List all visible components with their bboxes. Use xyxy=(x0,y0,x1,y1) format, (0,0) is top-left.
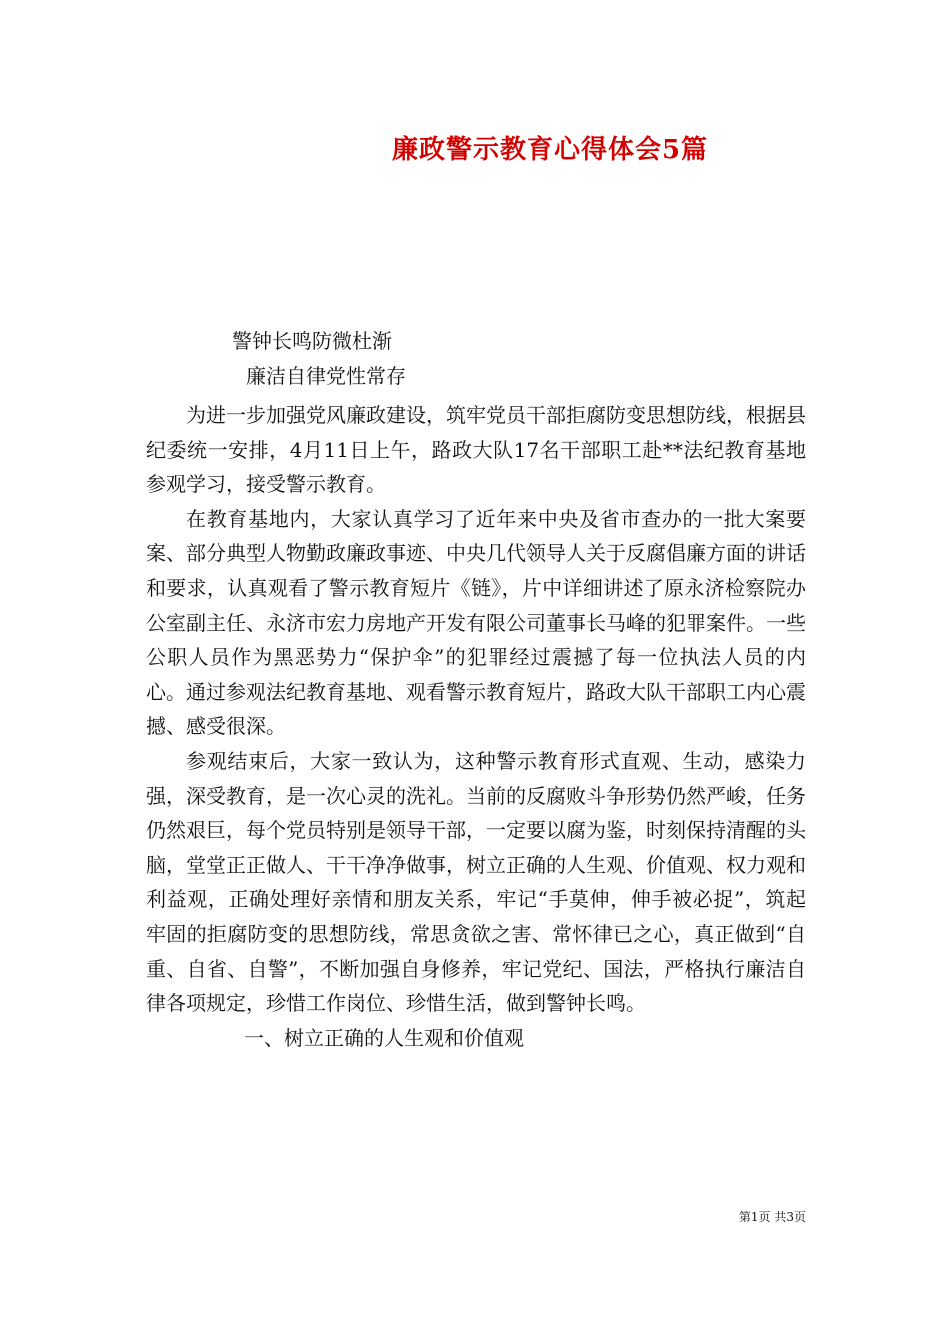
page-number: 第1页 共3页 xyxy=(738,1210,806,1224)
document-body xyxy=(146,398,806,1055)
subheading-1: 警钟长鸣防微杜渐 xyxy=(232,329,392,353)
paragraph-1: 为进一步加强党风廉政建设，筑牢党员干部拒腐防变思想防线，根据县纪委统一安排，4月11日上午，路政大队17名干部职工赴**法纪教育基地参观学习，接受警示教育。 xyxy=(146,403,806,497)
document-title: 廉政警示教育心得体会5篇 xyxy=(391,135,709,165)
subheading-2: 廉洁自律党性常存 xyxy=(246,364,406,388)
paragraph-3: 参观结束后，大家一致认为，这种警示教育形式直观、生动，感染力强，深受教育，是一次心灵的洗礼。当前的反腐败斗争形势仍然严峻，任务仍然艰巨，每个党员特别是领导干部，一定要以腐为鉴，时刻保持清醒的头脑，堂堂正正做人、干干净净做事，树立正确的人生观、价值观、权力观和利益观，正确处理好亲情和朋友关系，牢记“手莫伸，伸手被必捉”，筑起牢固的拒腐防变的思想防线，常思贪欲之害、常怀律已之心，真正做到“自重、自省、自警”，不断加强自身修养，牢记党纪、国法，严格执行廉洁自律各项规定，珍惜工作岗位、珍惜生活，做到警钟长鸣。 xyxy=(146,748,806,1016)
section-heading: 一、树立正确的人生观和价值观 xyxy=(244,1025,524,1050)
paragraph-2: 在教育基地内，大家认真学习了近年来中央及省市查办的一批大案要案、部分典型人物勤政廉政事迹、中央几代领导人关于反腐倡廉方面的讲话和要求，认真观看了警示教育短片《链》，片中详细讲述了原永济检察院办公室副主任、永济市宏力房地产开发有限公司董事长马峰的犯罪案件。一些公职人员作为黑恶势力“保护伞”的犯罪经过震撼了每一位执法人员的内心。通过参观法纪教育基地、观看警示教育短片，路政大队干部职工内心震撼、感受很深。 xyxy=(146,506,806,739)
